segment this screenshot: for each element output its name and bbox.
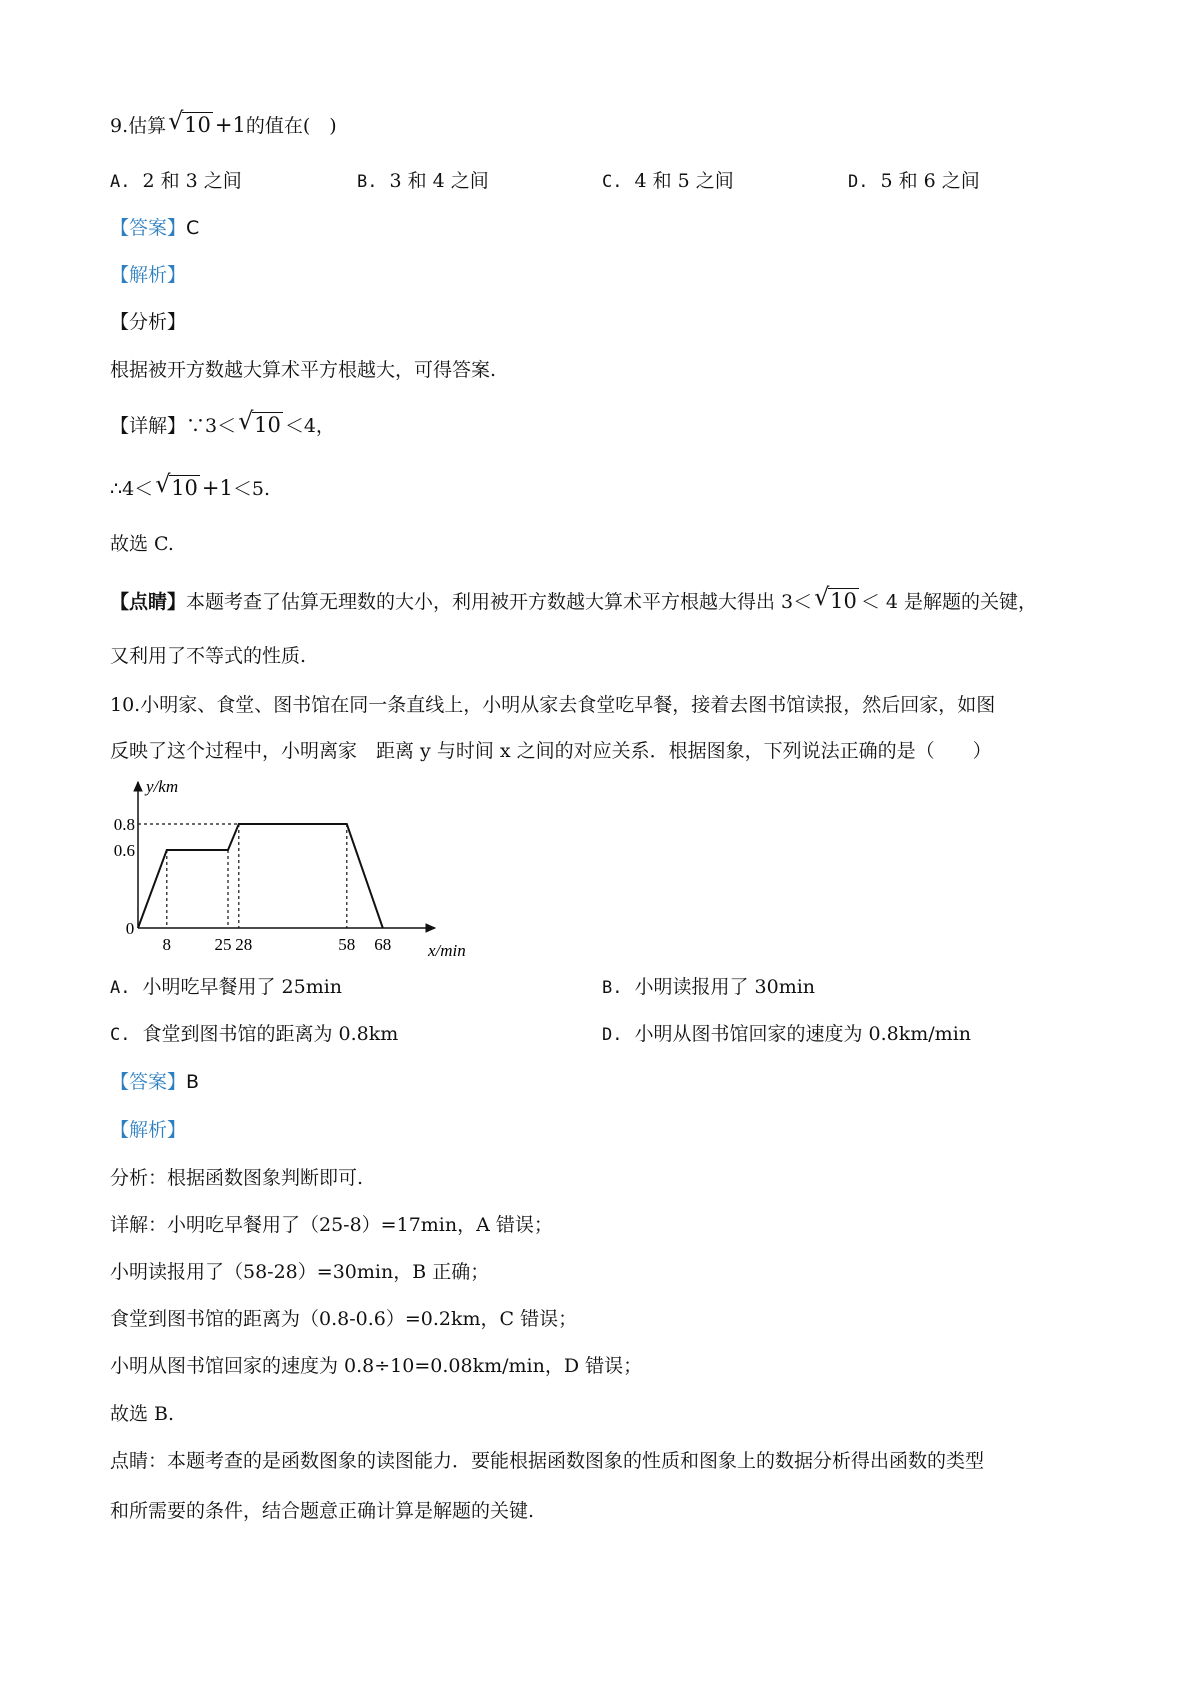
q10-jiexi-tag: 【解析】 [110,1119,187,1141]
y-tick-label: 0.6 [113,841,135,860]
y-tick-label: 0.8 [113,815,135,834]
q10-explain-line: 分析：根据函数图象判断即可. [110,1167,364,1189]
sqrt-expression [168,107,213,139]
q9-option-a: A. 2 和 3 之间 [110,170,242,192]
q9-dianjing-line2: 又利用了不等式的性质. [110,645,307,667]
distance-time-graph [110,770,490,962]
x-axis-label: x/min [428,941,466,960]
q9-option-c: C. 4 和 5 之间 [602,170,734,192]
x-tick-label: 68 [374,935,392,954]
q9-stem-after: 的值在( ) [245,115,337,137]
q9-dianjing: 【点睛】本题考查了估算无理数的大小，利用被开方数越大算术平方根越大得出 3＜ √ 10 ＜ 4 是解题的关键， [110,583,1038,613]
q9-number: 9. [110,115,129,137]
q9-plus-one: +1 [214,113,246,137]
x-tick-label: 8 [162,935,172,954]
q9-jiexi-tag: 【解析】 [110,264,187,286]
q10-explain-line: 和所需要的条件，结合题意正确计算是解题的关键. [110,1500,535,1522]
q10-explain-line: 点睛：本题考查的是函数图象的读图能力．要能根据函数图象的性质和图象上的数据分析得出函数的类型 [110,1450,985,1472]
q10-option-a: A. 小明吃早餐用了 25min [110,976,343,998]
x-tick-label: 28 [235,935,253,954]
q10-answer: 【答案】B [110,1071,200,1093]
q10-explain-line: 故选 B. [110,1403,175,1425]
q9-fenxi-text: 根据被开方数越大算术平方根越大，可得答案. [110,359,497,381]
q9-option-d: D. 5 和 6 之间 [848,170,980,192]
q10-option-d: D. 小明从图书馆回家的速度为 0.8km/min [602,1023,972,1045]
q10-explain-line: 小明从图书馆回家的速度为 0.8÷10=0.08km/min，D 错误； [110,1355,643,1377]
q9-step1: 【详解】∵3＜ √ 10 ＜4， [110,407,335,437]
radical-sign-icon: √ [155,470,171,498]
q10-stem-line1: 10.小明家、食堂、图书馆在同一条直线上，小明从家去食堂吃早餐，接着去图书馆读报，然后回家，如图 [110,694,996,716]
q10-explain-line: 食堂到图书馆的距离为（0.8-0.6）=0.2km，C 错误； [110,1308,578,1330]
x-tick-label: 25 [214,935,232,954]
sqrt-expression: √ 10 [814,583,857,613]
q9-stem-before: 估算 [128,115,167,137]
q10-stem-line2: 反映了这个过程中，小明离家 距离 y 与时间 x 之间的对应关系．根据图象，下列说法正确的是（ ） [110,740,992,762]
sqrt-expression: √ 10 [238,407,281,437]
radical-sign-icon: √ [168,107,184,135]
q9-fenxi-tag: 【分析】 [110,311,187,333]
q9-step2: ∴4＜ √ 10 +1＜5. [110,470,271,500]
q9-gu-xuan: 故选 C. [110,533,174,555]
q10-explain-line: 小明读报用了（58-28）=30min，B 正确； [110,1261,490,1283]
q9-answer: 【答案】C [110,217,200,239]
series-line [138,824,383,928]
q9-option-b: B. 3 和 4 之间 [357,170,489,192]
sqrt-expression: √ 10 [155,470,198,500]
q9-stem [110,107,337,139]
origin-label: 0 [125,919,135,938]
y-axis-label: y/km [146,777,179,796]
x-tick-label: 58 [338,935,356,954]
radical-sign-icon: √ [814,583,830,611]
radicand: 10 [184,113,211,137]
q10-option-b: B. 小明读报用了 30min [602,976,816,998]
q10-option-c: C. 食堂到图书馆的距离为 0.8km [110,1023,399,1045]
q10-explain-line: 详解：小明吃早餐用了（25-8）=17min，A 错误； [110,1214,553,1236]
radical-sign-icon: √ [238,407,254,435]
